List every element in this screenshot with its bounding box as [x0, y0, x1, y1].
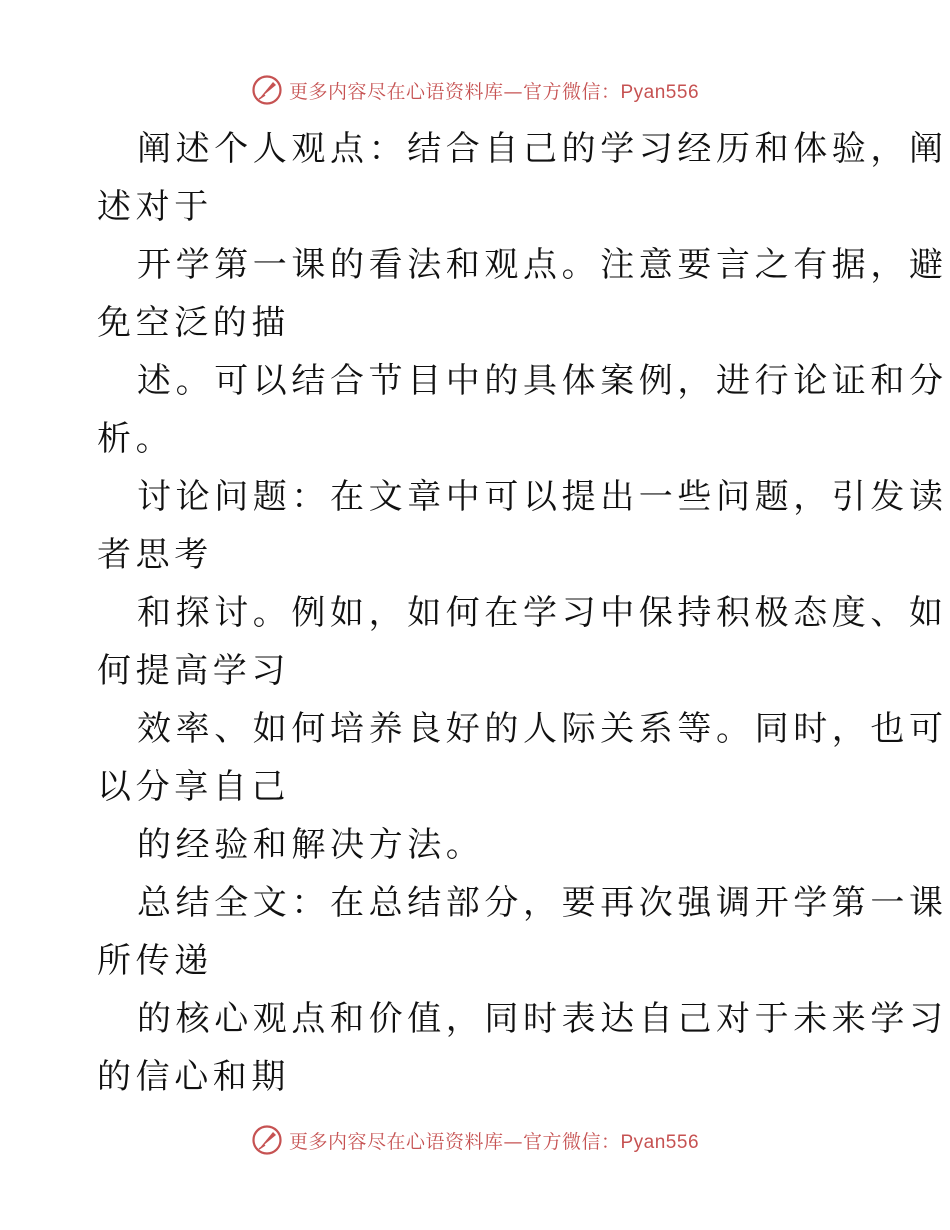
text-line: 的经验和解决方法。: [137, 825, 485, 865]
text-line: 述对于: [97, 187, 213, 227]
text-line: 述。可以结合节目中的具体案例，进行论证和分: [137, 361, 948, 401]
body-text: [97, 120, 948, 1106]
text-line: 讨论问题：在文章中可以提出一些问题，引发读: [137, 477, 948, 517]
text-line: 所传递: [97, 941, 213, 981]
text-line: 者思考: [97, 535, 213, 575]
text-line: 和探讨。例如，如何在学习中保持积极态度、如: [137, 593, 948, 633]
text-line: 开学第一课的看法和观点。注意要言之有据，避: [137, 245, 948, 285]
text-line: 免空泛的描: [97, 303, 290, 343]
text-line: 的核心观点和价值，同时表达自己对于未来学习: [137, 999, 948, 1039]
watermark-text: 更多内容尽在心语资料库—官方微信：Pyan556: [288, 1130, 700, 1153]
text-line: 析。: [97, 419, 175, 459]
watermark-text: 更多内容尽在心语资料库—官方微信：Pyan556: [288, 80, 700, 103]
text-line: 以分享自己: [97, 767, 290, 807]
text-line: 总结全文：在总结部分，要再次强调开学第一课: [137, 883, 948, 923]
quill-logo-icon: [251, 1124, 283, 1156]
header-watermark: [0, 70, 950, 110]
footer-watermark: [0, 1120, 950, 1160]
text-line: 效率、如何培养良好的人际关系等。同时，也可: [137, 709, 948, 749]
text-line: 的信心和期: [97, 1057, 290, 1097]
text-line: 何提高学习: [97, 651, 290, 691]
quill-logo-icon: [251, 74, 283, 106]
text-line: 阐述个人观点：结合自己的学习经历和体验，阐: [137, 129, 948, 169]
